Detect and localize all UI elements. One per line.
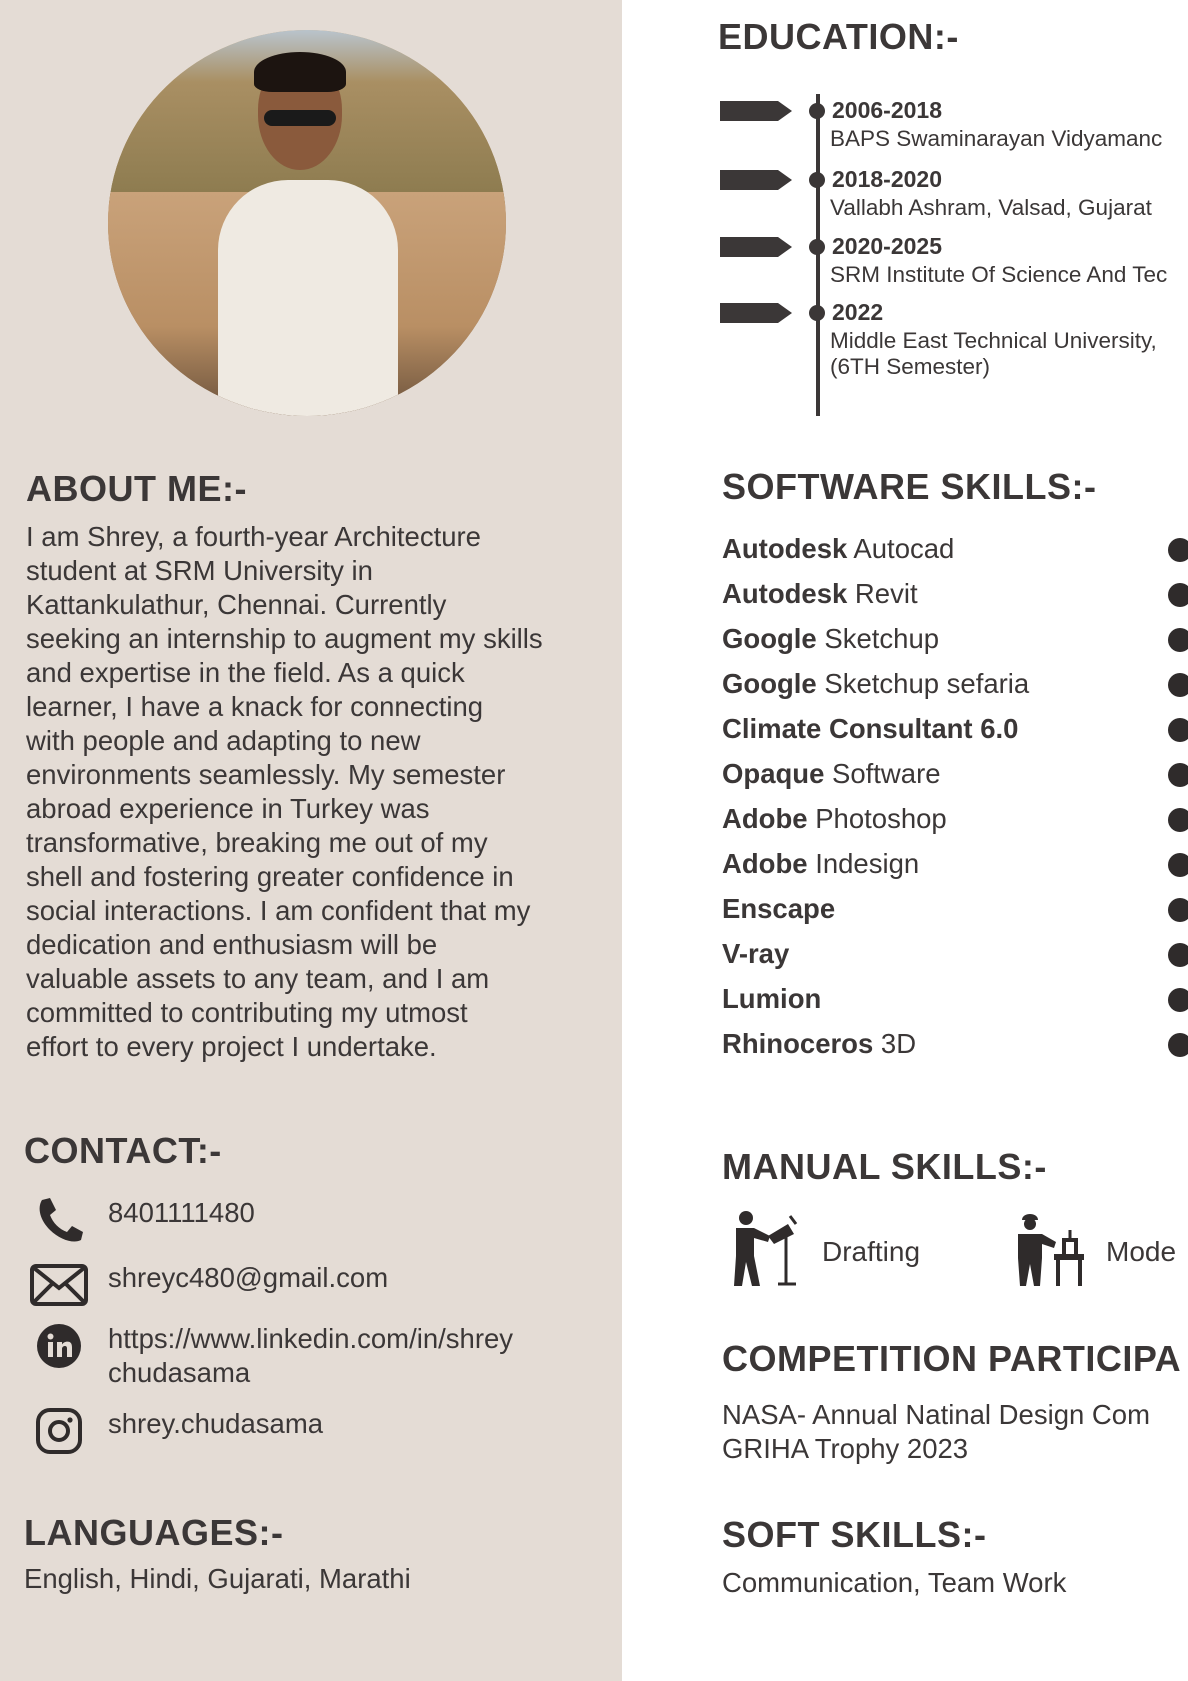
manual-skill-label: Mode (1106, 1235, 1177, 1267)
software-item (722, 1028, 916, 1060)
about-line: social interactions. I am confident that my (26, 895, 531, 926)
software-brand: Google (722, 623, 817, 654)
skill-level-dot (1168, 898, 1188, 922)
software-brand: Opaque (722, 758, 825, 789)
edu-year: 2020-2025 (832, 233, 942, 259)
contact-title: CONTACT:- (24, 1130, 222, 1171)
about-line: effort to every project I undertake. (26, 1031, 437, 1062)
software-product: 3D (873, 1028, 917, 1059)
timeline-dot (809, 305, 825, 321)
competition-title: COMPETITION PARTICIPA (722, 1338, 1182, 1379)
skill-level-dot (1168, 988, 1188, 1012)
software-brand: Enscape (722, 893, 836, 924)
software-brand: Rhinoceros (722, 1028, 874, 1059)
languages-title: LANGUAGES:- (24, 1512, 284, 1553)
timeline-dot (809, 172, 825, 188)
phone-icon (30, 1196, 88, 1244)
manual-title: MANUAL SKILLS:- (722, 1146, 1047, 1187)
software-item (722, 983, 821, 1015)
instagram-handle[interactable]: shrey.chudasama (108, 1408, 324, 1439)
edu-year: 2022 (832, 299, 884, 325)
software-item (722, 623, 939, 655)
contact-instagram (30, 1407, 323, 1455)
skill-level-dot (1168, 538, 1188, 562)
about-line: valuable assets to any team, and I am (26, 963, 490, 994)
edu-year: 2006-2018 (832, 97, 942, 123)
software-product: Sketchup sefaria (816, 668, 1030, 699)
software-product: Indesign (807, 848, 920, 879)
about-line: I am Shrey, a fourth-year Architecture (26, 521, 481, 552)
arrow-icon (720, 303, 792, 323)
arrow-icon (720, 101, 792, 121)
edu-name: SRM Institute Of Science And Tec (830, 262, 1168, 287)
languages-text: English, Hindi, Gujarati, Marathi (24, 1563, 411, 1594)
soft-skills-title: SOFT SKILLS:- (722, 1514, 987, 1555)
software-brand: Google (722, 668, 817, 699)
software-brand: Adobe (722, 848, 808, 879)
education-title: EDUCATION:- (718, 16, 959, 57)
skill-level-dot (1168, 628, 1188, 652)
about-line: with people and adapting to new (26, 725, 421, 756)
model-making-icon (1014, 1210, 1086, 1293)
about-line: Kattankulathur, Chennai. Currently (26, 589, 447, 620)
manual-skill-model (1014, 1210, 1176, 1293)
timeline-dot (809, 103, 825, 119)
software-product: Sketchup (816, 623, 940, 654)
skill-level-dot (1168, 583, 1188, 607)
skill-level-dot (1168, 718, 1188, 742)
competition-list (722, 1398, 1150, 1466)
skill-level-dot (1168, 808, 1188, 832)
manual-skill-label: Drafting (822, 1235, 921, 1267)
about-line: student at SRM University in (26, 555, 373, 586)
linkedin-link[interactable] (108, 1322, 513, 1390)
software-item (722, 668, 1029, 700)
about-line: and expertise in the field. As a quick (26, 657, 465, 688)
about-line: dedication and enthusiasm will be (26, 929, 438, 960)
soft-skills-text: Communication, Team Work (722, 1567, 1067, 1598)
timeline-line (816, 94, 820, 416)
software-item (722, 893, 835, 925)
software-item (722, 758, 941, 790)
software-item (722, 803, 947, 835)
about-line: committed to contributing my utmost (26, 997, 468, 1028)
skill-level-dot (1168, 943, 1188, 967)
arrow-icon (720, 170, 792, 190)
competition-item: GRIHA Trophy 2023 (722, 1433, 969, 1464)
software-title: SOFTWARE SKILLS:- (722, 466, 1097, 507)
contact-linkedin (30, 1322, 513, 1390)
about-line: seeking an internship to augment my skills (26, 623, 543, 654)
contact-phone (30, 1196, 255, 1244)
software-item (722, 533, 954, 565)
skill-level-dot (1168, 763, 1188, 787)
about-line: abroad experience in Turkey was (26, 793, 430, 824)
software-brand: Climate Consultant 6.0 (722, 713, 1019, 744)
edu-name: BAPS Swaminarayan Vidyamanc (830, 126, 1163, 151)
about-line: learner, I have a knack for connecting (26, 691, 484, 722)
email-icon (30, 1261, 88, 1309)
about-line: shell and fostering greater confidence in (26, 861, 514, 892)
software-item (722, 848, 919, 880)
about-line: environments seamlessly. My semester (26, 759, 506, 790)
software-product: Software (824, 758, 941, 789)
software-item (722, 713, 1018, 745)
software-product: Autocad (847, 533, 955, 564)
linkedin-line1: https://www.linkedin.com/in/shrey (108, 1323, 514, 1354)
about-line: transformative, breaking me out of my (26, 827, 488, 858)
software-product: Revit (847, 578, 918, 609)
linkedin-line2: chudasama (108, 1357, 251, 1388)
edu-year: 2018-2020 (832, 166, 942, 192)
software-brand: Autodesk (722, 578, 848, 609)
drafting-icon (730, 1210, 802, 1293)
about-title: ABOUT ME:- (26, 468, 247, 509)
software-brand: V-ray (722, 938, 790, 969)
skill-level-dot (1168, 1033, 1188, 1057)
email-link[interactable]: shreyc480@gmail.com (108, 1262, 389, 1293)
edu-name-note: (6TH Semester) (830, 354, 991, 379)
arrow-icon (720, 237, 792, 257)
skill-level-dot (1168, 853, 1188, 877)
linkedin-icon (30, 1322, 88, 1370)
software-brand: Adobe (722, 803, 808, 834)
edu-name: Middle East Technical University, (830, 328, 1157, 353)
skill-level-dot (1168, 673, 1188, 697)
contact-email (30, 1261, 388, 1309)
instagram-icon (30, 1407, 88, 1455)
software-brand: Autodesk (722, 533, 848, 564)
timeline-dot (809, 239, 825, 255)
phone-number[interactable]: 8401111480 (108, 1197, 255, 1228)
edu-name: Vallabh Ashram, Valsad, Gujarat (830, 195, 1152, 220)
software-product: Photoshop (807, 803, 947, 834)
software-item (722, 578, 918, 610)
software-brand: Lumion (722, 983, 822, 1014)
manual-skill-drafting (730, 1210, 920, 1293)
profile-photo (108, 30, 506, 416)
competition-item: NASA- Annual Natinal Design Com (722, 1399, 1150, 1430)
software-item (722, 938, 789, 970)
about-text (26, 520, 543, 1064)
